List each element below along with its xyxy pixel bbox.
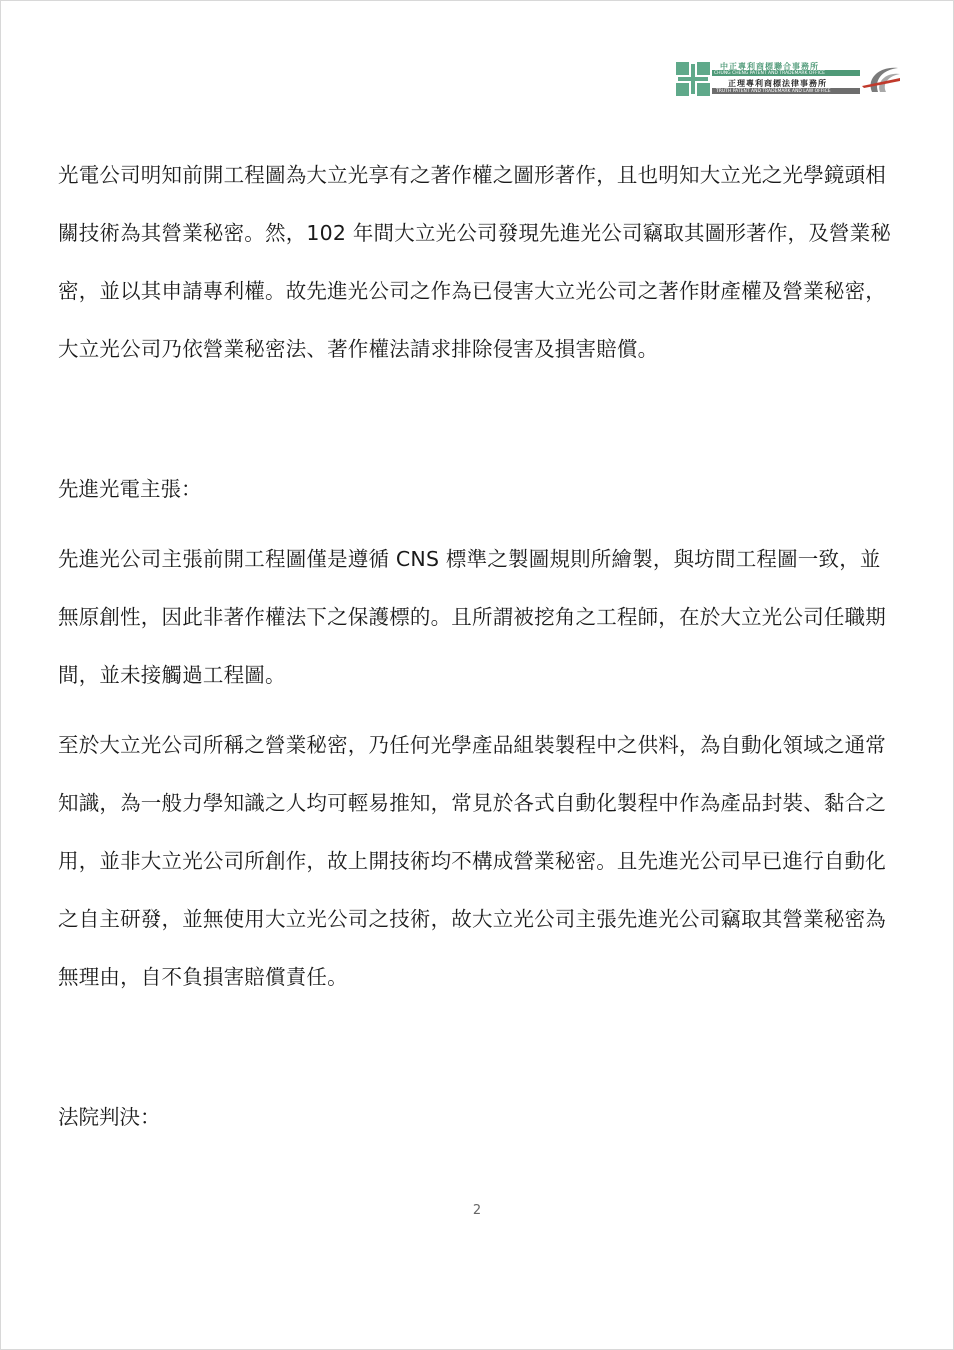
paragraph-defendant-trade-secret-argument: 至於大立光公司所稱之營業秘密，乃任何光學產品組裝製程中之供料，為自動化領域之通常知識，為一般力學知識之人均可輕易推知，常見於各式自動化製程中作為產品封裝、黏合之用，並非大立光公司所創作，故上開技術均不構成營業秘密。且先進光公司早已進行自動化之自主研發，並無使用大立光公司之技術，故大立光公司主張先進光公司竊取其營業秘密為無理由，自不負損害賠償責任。 [58, 733, 886, 989]
logo-line-chinese-1: 中正專利商標聯合事務所 [720, 62, 819, 71]
paragraph-defendant-drawing-argument: 先進光公司主張前開工程圖僅是遵循 CNS 標準之製圖規則所繪製，與坊間工程圖一致，並無原創性，因此非著作權法下之保護標的。且所謂被挖角之工程師，在於大立光公司任職期間，並未接觸過工程圖。 [58, 547, 886, 687]
document-body [58, 146, 898, 1146]
section-gap [58, 704, 898, 716]
logo-line-english-2: TRUTH PATENT AND TRADEMARK AND LAW OFFICE [716, 89, 831, 94]
section-gap [58, 1006, 898, 1088]
logo-line-chinese-2: 正理專利商標法律事務所 [728, 79, 827, 88]
firm-logo [676, 60, 900, 98]
logo-line-english-1: CHUNG CHENG PATENT AND TRADEMARK OFFICE [714, 71, 825, 76]
page-number: 2 [472, 1203, 482, 1218]
heading-court-judgment: 法院判決： [58, 1105, 161, 1129]
paragraph-plaintiff-claim: 光電公司明知前開工程圖為大立光享有之著作權之圖形著作，且也明知大立光之光學鏡頭相關技術為其營業秘密。然，102 年間大立光公司發現先進光公司竊取其圖形著作，及營業秘密，並以其申請專利權。故先進光公司之作為已侵害大立光公司之著作財產權及營業秘密，大立光公司乃依營業秘密法、著作權法請求排除侵害及損害賠償。 [58, 163, 892, 361]
section-gap [58, 378, 898, 460]
heading-defendant-claims: 先進光電主張： [58, 477, 202, 501]
section-gap [58, 518, 898, 530]
